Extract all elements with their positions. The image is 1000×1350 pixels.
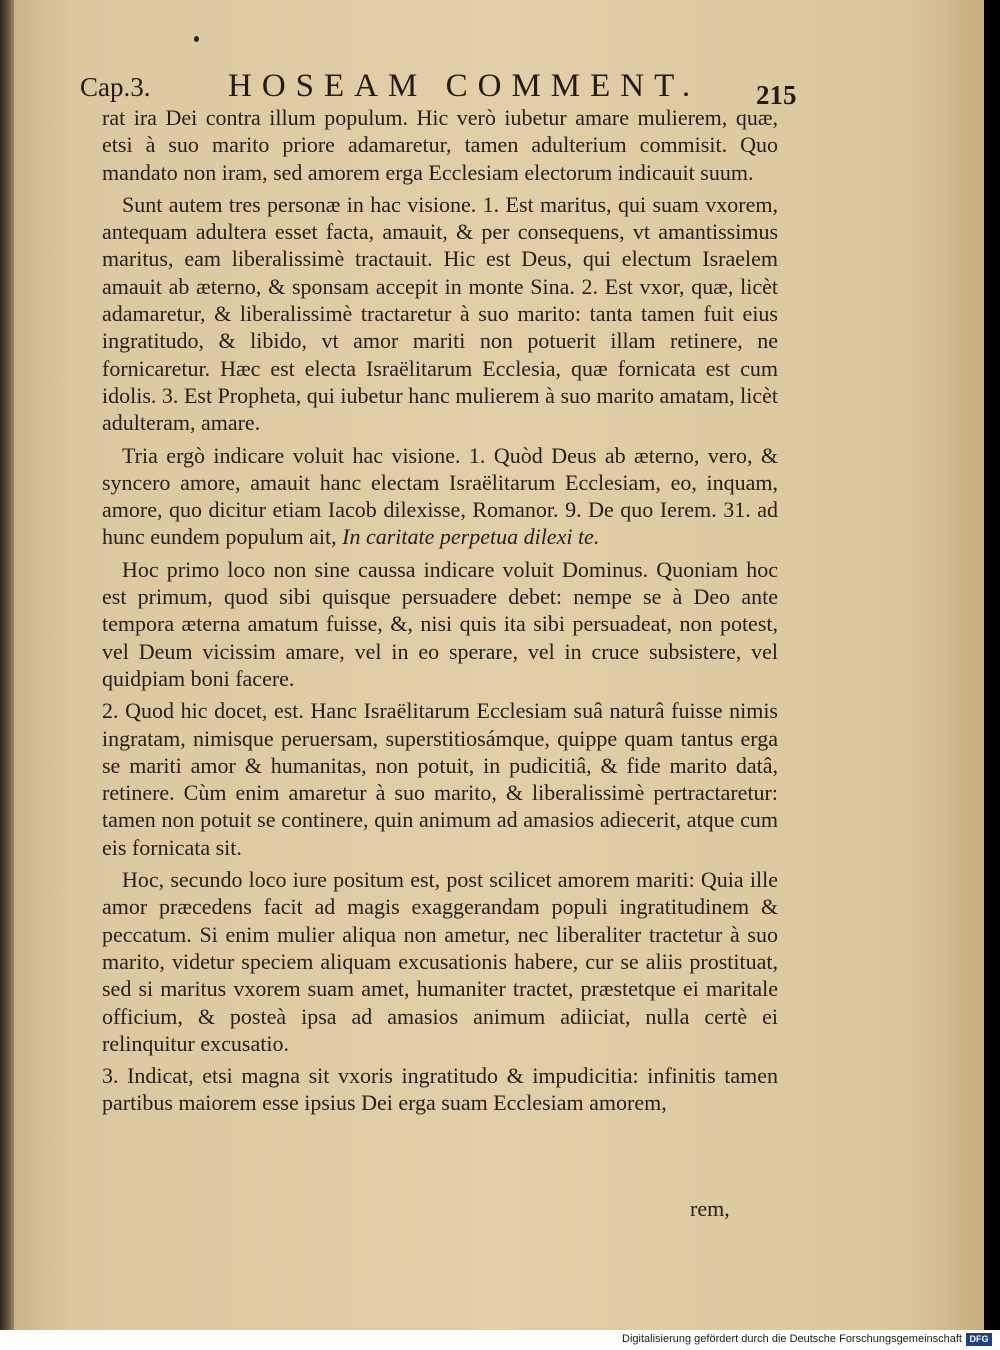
book-edge [0, 0, 14, 1330]
paper-sheet [14, 0, 984, 1330]
body-text [102, 104, 778, 1122]
running-title: HOSEAM COMMENT. [228, 68, 701, 104]
paragraph-3-text: Tria ergò indicare voluit hac visione. 1. Quòd Deus ab æterno, vero, & syncero amore, amauit hanc electam Israëlitarum Ecclesiam, eo, inquam, amore, quo dicitur etiam Iacob dilexisse, Romanor. 9. De quo Ierem. 31. ad hunc eundem populum ait, [102, 442, 778, 550]
paragraph-1: rat ira Dei contra illum populum. Hic verò iubetur amare mulierem, quæ, etsi à suo marito priore adamaretur, tamen adulterium commisit. Quo mandato non iram, sed amorem erga Ecclesiam electorum indicauit suum. [102, 105, 778, 185]
digitization-credit: Digitalisierung gefördert durch die Deutsche Forschungsgemeinschaft [622, 1333, 962, 1345]
page-number: 215 [756, 80, 797, 110]
paragraph-4: Hoc primo loco non sine caussa indicare voluit Dominus. Quoniam hoc est primum, quod sibi quisque persuadere debet: nempe se à Deo ante tempora æterna amatum fuisse, &, nisi quis ita sibi persuadeat, non potest, vel Deum vicissim amare, vel in eo sperare, vel in cruce subsistere, vel quidpiam boni facere. [102, 556, 778, 691]
dfg-logo: DFG [966, 1333, 992, 1346]
paragraph-2: Sunt autem tres personæ in hac visione. 1. Est maritus, qui suam vxorem, antequam adultera esset facta, amauit, & per consequens, vt amantissimus maritus, eam liberalissimè tractauit. Hic est Deus, qui electum Israelem amauit ab æterno, & sponsam accepit in monte Sina. 2. Est vxor, quæ, licèt adamaretur, & liberalissimè tractaretur à suo marito: tanta tamen fuit eius ingratitudo, & libido, vt amor mariti non potuerit illam retinere, ne fornicaretur. Hæc est electa Israëlitarum Ecclesia, quæ fornicata est cum idolis. 3. Est Propheta, qui iubetur hanc mulierem à suo marito amatam, licèt adulteram, amare. [102, 191, 778, 436]
ink-speck [194, 36, 199, 42]
catchword: rem, [690, 1196, 730, 1221]
chapter-label: Cap.3. [80, 72, 151, 102]
paragraph-7: 3. Indicat, etsi magna sit vxoris ingratitudo & impudicitia: infinitis tamen partibus maiorem esse ipsius Dei erga suam Ecclesiam amorem, [102, 1063, 778, 1116]
paragraph-6: Hoc, secundo loco iure positum est, post scilicet amorem mariti: Quia ille amor præcedens facit ad magis exaggerandam populi ingratitudinem & peccatum. Si enim mulier aliqua non ametur, nec liberaliter tractetur à suo marito, videtur speciem aliquam excusationis habere, cur se aliis prostituat, sed si maritus vxorem suam amet, humaniter tractet, præstetque ei maritale officium, & posteà ipsa ad amasios animum adiiciat, nulla certè ei relinquitur excusatio. [102, 867, 778, 1056]
footer-bar [0, 1330, 1000, 1350]
paragraph-3 [102, 442, 778, 551]
paragraph-5: 2. Quod hic docet, est. Hanc Israëlitarum Ecclesiam suâ naturâ fuisse nimis ingratam, nimisque peruersam, superstitiosámque, quippe quam tantus erga se mariti amor & humanitas, non potuit, in pudicitiâ, & fide marito datâ, retinere. Cùm enim amaretur à suo marito, & liberalissimè pertractaretur: tamen non potuit se continere, quin animum ad amasios adiecerit, atque cum eis fornicata sit. [102, 698, 778, 860]
scripture-quote: In caritate perpetua dilexi te. [342, 524, 600, 550]
